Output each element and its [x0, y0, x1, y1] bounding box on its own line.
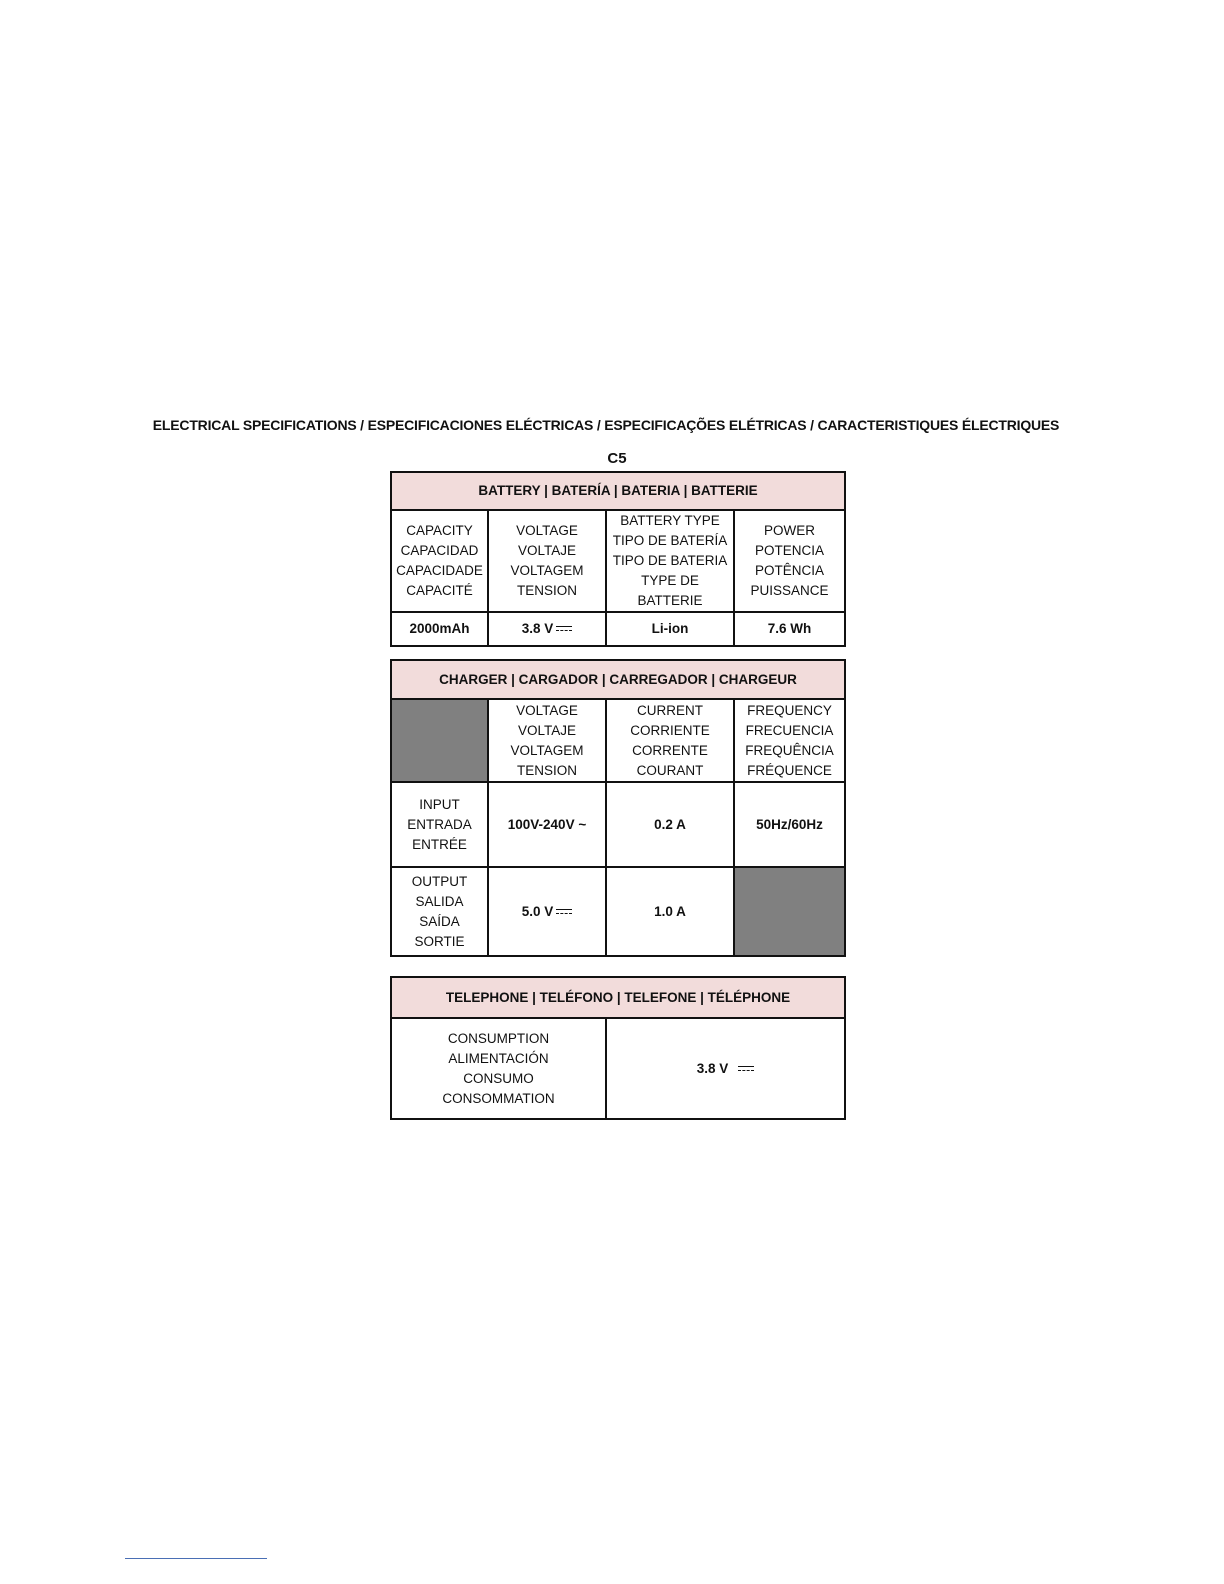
- battery-col-label: CAPACITY: [406, 523, 473, 538]
- telephone-consumption-value: 3.8 V: [696, 1060, 729, 1076]
- charger-col-label: CURRENT: [637, 702, 703, 718]
- battery-power-value: 7.6 Wh: [734, 612, 845, 646]
- charger-row-label: OUTPUT: [411, 873, 468, 889]
- dc-current-icon: [738, 1065, 754, 1073]
- charger-col-label: COURANT: [636, 762, 704, 778]
- charger-input-voltage: 100V-240V ~: [488, 782, 606, 867]
- battery-col-label: CAPACIDADE: [396, 563, 483, 578]
- charger-col-label: FREQUÊNCIA: [745, 742, 834, 758]
- charger-output-empty-cell: [734, 867, 845, 956]
- telephone-row-label: CONSOMMATION: [442, 1090, 555, 1106]
- battery-col-label: CAPACITÉ: [406, 583, 473, 598]
- charger-col-label: CORRIENTE: [630, 722, 710, 738]
- document-heading: ELECTRICAL SPECIFICATIONS / ESPECIFICACIONES ELÉCTRICAS / ESPECIFICAÇÕES ELÉTRICAS / CARACTERISTIQUES ÉLECTRIQUES: [152, 417, 1060, 433]
- charger-col-label: TENSION: [516, 762, 577, 778]
- battery-col-label: VOLTAJE: [517, 543, 576, 558]
- telephone-consumption-label: [391, 1018, 606, 1119]
- battery-col-label: POWER: [764, 523, 816, 538]
- charger-row-label: SORTIE: [414, 933, 465, 949]
- charger-row-label: ENTRADA: [407, 816, 472, 832]
- battery-col-label: TIPO DE BATERÍA: [612, 533, 728, 548]
- charger-col-voltage: [488, 699, 606, 782]
- dc-current-icon: [556, 625, 572, 633]
- battery-capacity-value: 2000mAh: [391, 612, 488, 646]
- charger-row-label: ENTRÉE: [412, 836, 467, 852]
- charger-row-label: INPUT: [419, 796, 460, 812]
- telephone-row-label: CONSUMO: [463, 1070, 534, 1086]
- battery-col-label: TYPE DE BATTERIE: [637, 573, 703, 608]
- charger-col-label: VOLTAJE: [517, 722, 576, 738]
- charger-col-label: FREQUENCY: [747, 702, 832, 718]
- battery-col-label: TIPO DE BATERIA: [612, 553, 728, 568]
- battery-voltage-cell: [488, 612, 606, 646]
- telephone-row-label: CONSUMPTION: [447, 1030, 550, 1046]
- battery-col-label: BATTERY TYPE: [620, 513, 720, 528]
- charger-input-frequency: 50Hz/60Hz: [734, 782, 845, 867]
- charger-empty-cell: [391, 699, 488, 782]
- charger-table-title: CHARGER | CARGADOR | CARREGADOR | CHARGEUR: [391, 660, 845, 699]
- battery-type-value: Li-ion: [606, 612, 734, 646]
- charger-row-label: SALIDA: [415, 893, 464, 909]
- telephone-row-label: ALIMENTACIÓN: [448, 1050, 549, 1066]
- telephone-table-title: TELEPHONE | TELÉFONO | TELEFONE | TÉLÉPHONE: [391, 977, 845, 1018]
- battery-col-label: POTENCIA: [755, 543, 825, 558]
- battery-col-label: POTÊNCIA: [755, 563, 825, 578]
- charger-output-voltage-cell: [488, 867, 606, 956]
- battery-col-label: VOLTAGE: [516, 523, 578, 538]
- dc-current-icon: [556, 908, 572, 916]
- charger-input-current: 0.2 A: [606, 782, 734, 867]
- battery-col-label: VOLTAGEM: [510, 563, 584, 578]
- battery-voltage-value: 3.8 V: [521, 621, 554, 636]
- charger-input-label: [391, 782, 488, 867]
- charger-col-label: CORRENTE: [632, 742, 708, 758]
- battery-col-type: [606, 510, 734, 612]
- charger-col-frequency: [734, 699, 845, 782]
- battery-col-voltage: [488, 510, 606, 612]
- footnote-separator: [125, 1558, 267, 1559]
- charger-col-label: VOLTAGE: [516, 702, 578, 718]
- battery-col-label: PUISSANCE: [750, 583, 829, 598]
- battery-col-label: CAPACIDAD: [400, 543, 479, 558]
- charger-row-label: SAÍDA: [419, 913, 460, 929]
- charger-col-label: FRÉQUENCE: [747, 762, 832, 778]
- telephone-consumption-cell: [606, 1018, 845, 1119]
- charger-output-label: [391, 867, 488, 956]
- telephone-table: [390, 976, 846, 1120]
- charger-col-label: VOLTAGEM: [510, 742, 584, 758]
- battery-col-capacity: [391, 510, 488, 612]
- model-name: C5: [607, 450, 627, 467]
- battery-col-label: TENSION: [516, 583, 577, 598]
- charger-col-label: FRECUENCIA: [745, 722, 834, 738]
- charger-output-voltage: 5.0 V: [521, 903, 554, 919]
- battery-col-power: [734, 510, 845, 612]
- battery-table-title: BATTERY | BATERÍA | BATERIA | BATTERIE: [391, 472, 845, 510]
- charger-col-current: [606, 699, 734, 782]
- charger-table: [390, 659, 846, 957]
- charger-output-current: 1.0 A: [606, 867, 734, 956]
- battery-table: [390, 471, 846, 647]
